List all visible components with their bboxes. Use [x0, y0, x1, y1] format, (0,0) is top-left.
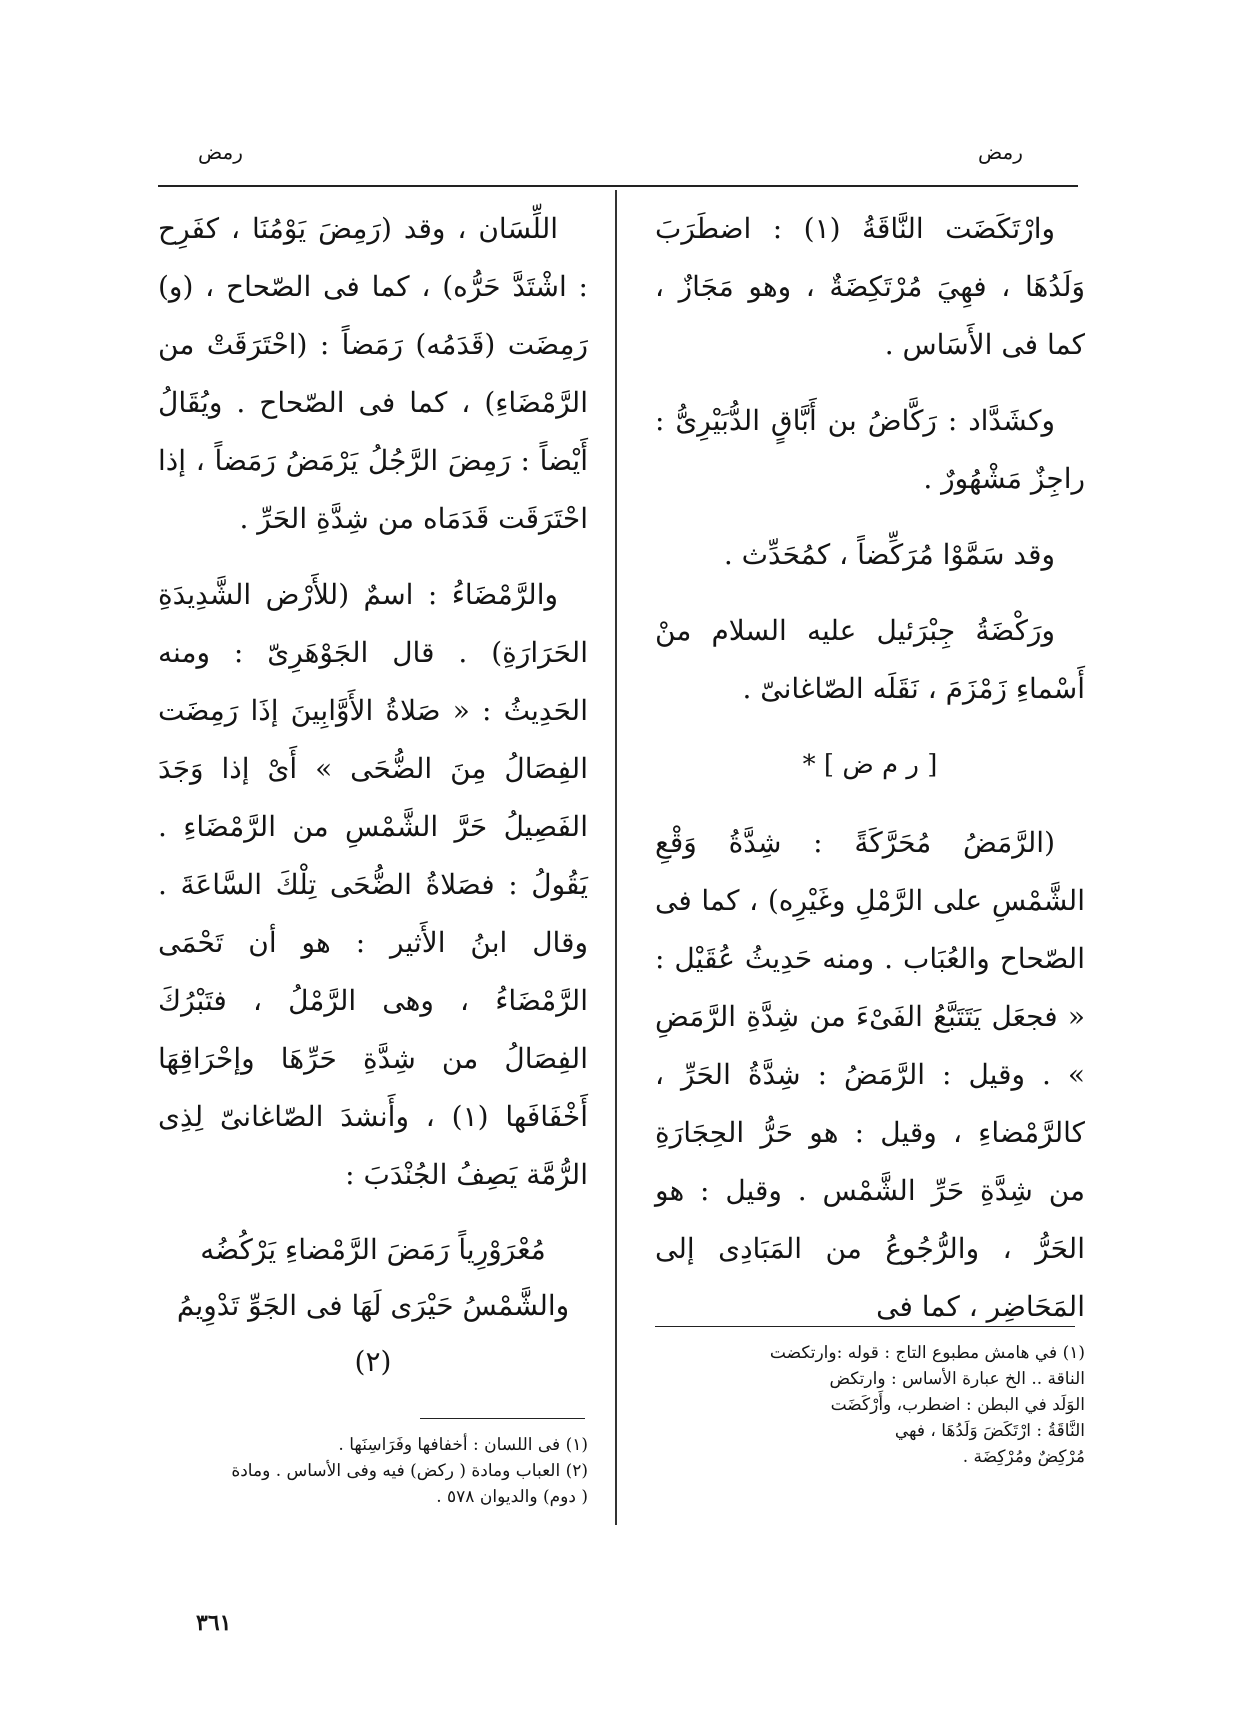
running-head-left: رمض [198, 140, 243, 164]
footnote-line: الناقة .. الخ عبارة الأساس : وارتكض [829, 1369, 1085, 1389]
header-rule [158, 185, 1078, 187]
footnote-line: (١) في هامش مطبوع التاج : قوله :وارتكضت [769, 1343, 1085, 1363]
footnote-rule-right [655, 1326, 1075, 1327]
footnote-line: (١) فى اللسان : أخفافها وفَرَاسِنَها . [338, 1435, 588, 1455]
paragraph: وارْتَكَضَت النَّاقَةُ (١) : اضطَرَبَ وَلَدُهَا ، فهِيَ مُرْتَكِضَةٌ ، وهو مَجَازٌ ، كما فى الأَسَاس . [655, 212, 1085, 361]
right-column [655, 200, 1085, 1354]
footnote-line: ( دوم) والديوان ٥٧٨ . [436, 1487, 588, 1507]
paragraph: وكشَدَّاد : رَكَّاضُ بن أَبَّاقٍ الدُّبَيْرِىُّ : راجِزٌ مَشْهُورٌ . [655, 404, 1085, 495]
paragraph: ورَكْضَةُ جِبْرَئيل عليه السلام منْ أَسْماءِ زَمْزَمَ ، نَقَلَه الصّاغانىّ . [655, 614, 1085, 705]
footnote-line: الوَلَد في البطن : اضطرب، وأَرْكَضَت [830, 1395, 1085, 1415]
running-head-right: رمض [978, 140, 1023, 164]
footnote-line: (٢) العباب ومادة ( ركض) فيه وفى الأساس . ومادة [231, 1461, 588, 1481]
entry-heading: [ ر م ض ] * [802, 750, 938, 780]
paragraph: (الرَّمَضُ مُحَرَّكَةً : شِدَّةُ وَقْعِ الشَّمْسِ على الرَّمْلِ وغَيْرِه) ، كما فى الصّحاح والعُبَاب . ومنه حَدِيثُ عُقَيْل : « فجعَل يَتَتَبَّعُ الفَىْءَ من شِدَّةِ الرَّمَضِ » . وقيل : الرَّمَضُ : شِدَّةُ الحَرِّ ، كالرَّمْضاءِ ، وقيل : هو حَرُّ الحِجَارَةِ من شِدَّةِ حَرِّ الشَّمْس . وقيل : هو الحَرُّ ، والرُّجُوعُ من المَبَادِى إلى المَحَاضِر ، كما فى [655, 826, 1085, 1323]
footnote-rule-left [420, 1418, 585, 1419]
poetry-verse [158, 1222, 588, 1390]
footnote-line: النَّاقَةُ : ارْتَكَضَ وَلَدُهَا ، فهي [894, 1421, 1085, 1441]
left-column [158, 200, 588, 1390]
page-number: ٣٦١ [196, 1610, 232, 1636]
verse-line: مُعْرَوْرِياً رَمَضَ الرَّمْضاءِ يَرْكُضُه [200, 1233, 546, 1266]
verse-line: والشَّمْسُ حَيْرَى لَهَا فى الجَوِّ تَدْوِيمُ (٢) [176, 1289, 570, 1378]
footnote-line: مُرْكِضٌ ومُرْكِضَة . [962, 1447, 1085, 1467]
column-divider [615, 190, 617, 1525]
paragraph: اللِّسَان ، وقد (رَمِضَ يَوْمُنَا ، كفَرِح : اشْتَدَّ حَرُّه) ، كما فى الصّحاح ، (و) رَمِضَت (قَدَمُه) رَمَضاً : (احْتَرَقَتْ من الرَّمْضَاءِ) ، كما فى الصّحاح . ويُقَالُ أَيْضاً : رَمِضَ الرَّجُلُ يَرْمَضُ رَمَضاً ، إذا احْتَرَقَت قَدَمَاه من شِدَّةِ الحَرِّ . [158, 212, 588, 535]
footnotes-right [655, 1340, 1085, 1470]
paragraph: والرَّمْضَاءُ : اسمٌ (للأَرْض الشَّدِيدَةِ الحَرَارَةِ) . قال الجَوْهَرِىّ : ومنه الحَدِيثُ : « صَلاةُ الأَوَّابِينَ إذَا رَمِضَت الفِصَالُ مِنَ الضُّحَى » أَىْ إذا وَجَدَ الفَصِيلُ حَرَّ الشَّمْسِ من الرَّمْضَاءِ . يَقُولُ : فصَلاةُ الضُّحَى تِلْكَ السَّاعَةَ . وقال ابنُ الأَثير : هو أن تَحْمَى الرَّمْضَاءُ ، وهى الرَّمْلُ ، فتَبْرُكَ الفِصَالُ من شِدَّةِ حَرِّهَا وإحْرَاقِهَا أَخْفَافَها (١) ، وأَنشدَ الصّاغانىّ لِذِى الرُّمَّة يَصِفُ الجُنْدَبَ : [158, 578, 588, 1191]
footnotes-left [158, 1432, 588, 1510]
paragraph: وقد سَمَّوْا مُرَكِّضاً ، كمُحَدِّث . [723, 538, 1055, 571]
